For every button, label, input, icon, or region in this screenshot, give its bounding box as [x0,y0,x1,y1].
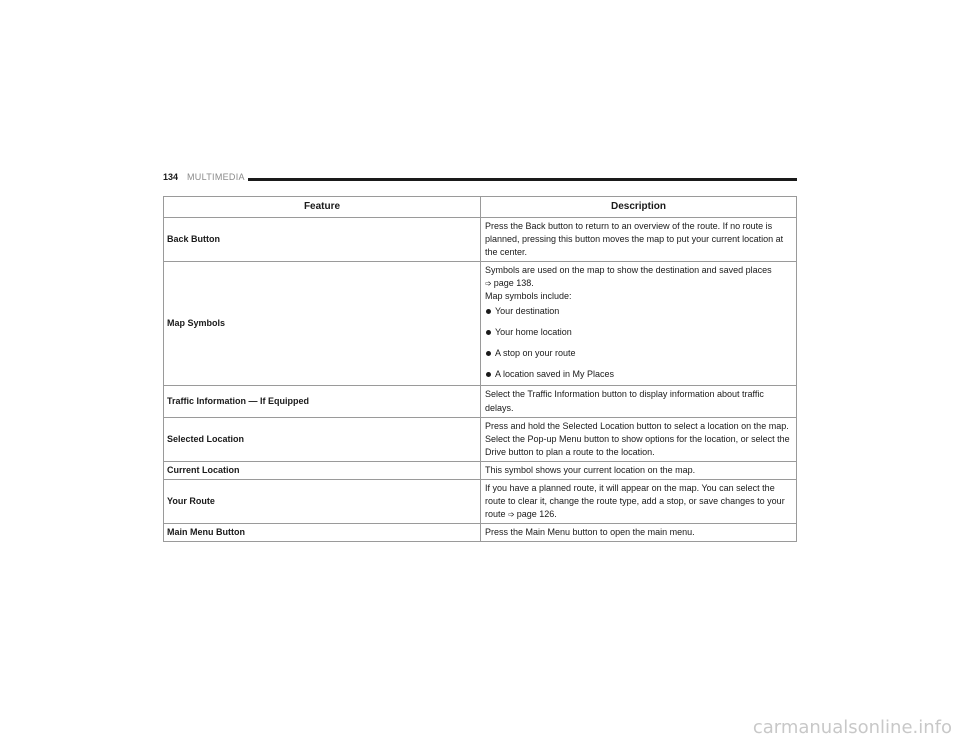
watermark: carmanualsonline.info [752,717,952,738]
feature-cell: Your Route [164,479,481,523]
description-cell: Press the Back button to return to an overview of the route. If no route is planned, pressing this button moves the map to put your current location at the center. [481,218,797,262]
feature-cell: Traffic Information — If Equipped [164,386,481,417]
table-row [164,479,797,523]
bullet-icon [486,372,491,377]
table-row [164,523,797,541]
list-item: A stop on your route [485,345,792,366]
description-cell: Select the Traffic Information button to display information about traffic delays. [481,386,797,417]
page-reference-link[interactable]: page 126. [516,508,557,519]
description-cell [481,262,797,386]
column-header-feature: Feature [164,197,481,218]
table-row [164,262,797,386]
table-row [164,386,797,417]
feature-cell: Back Button [164,218,481,262]
description-cell: This symbol shows your current location on the map. [481,461,797,479]
header-rule [248,178,797,181]
table-row [164,461,797,479]
symbol-list [485,303,792,383]
feature-table [163,196,797,542]
arrow-right-icon: ➩ [508,509,515,519]
bullet-icon [486,351,491,356]
description-cell: Press the Main Menu button to open the main menu. [481,523,797,541]
arrow-right-icon: ➩ [485,279,492,289]
table-row [164,417,797,461]
table-header-row [164,197,797,218]
description-text: Symbols are used on the map to show the destination and saved places ➩ page 138. Map symbols include: [485,265,772,302]
table-row [164,218,797,262]
description-cell: Press and hold the Selected Location button to select a location on the map. Select the Pop-up Menu button to show options for the location, or select the Drive button to plan a route to the location. [481,417,797,461]
feature-cell: Selected Location [164,417,481,461]
page-reference-link[interactable]: page 138. [493,278,534,289]
page-number: 134 [163,172,179,182]
list-item: Your home location [485,324,792,345]
section-title: MULTIMEDIA [187,172,245,182]
feature-cell: Current Location [164,461,481,479]
list-item: Your destination [485,303,792,324]
list-item: A location saved in My Places [485,366,792,383]
description-cell: If you have a planned route, it will appear on the map. You can select the route to clear it, change the route type, add a stop, or save changes to your route ➩ page 126. [481,479,797,523]
page-header [163,172,797,186]
bullet-icon [486,309,491,314]
feature-cell: Main Menu Button [164,523,481,541]
column-header-description: Description [481,197,797,218]
bullet-icon [486,330,491,335]
feature-cell: Map Symbols [164,262,481,386]
